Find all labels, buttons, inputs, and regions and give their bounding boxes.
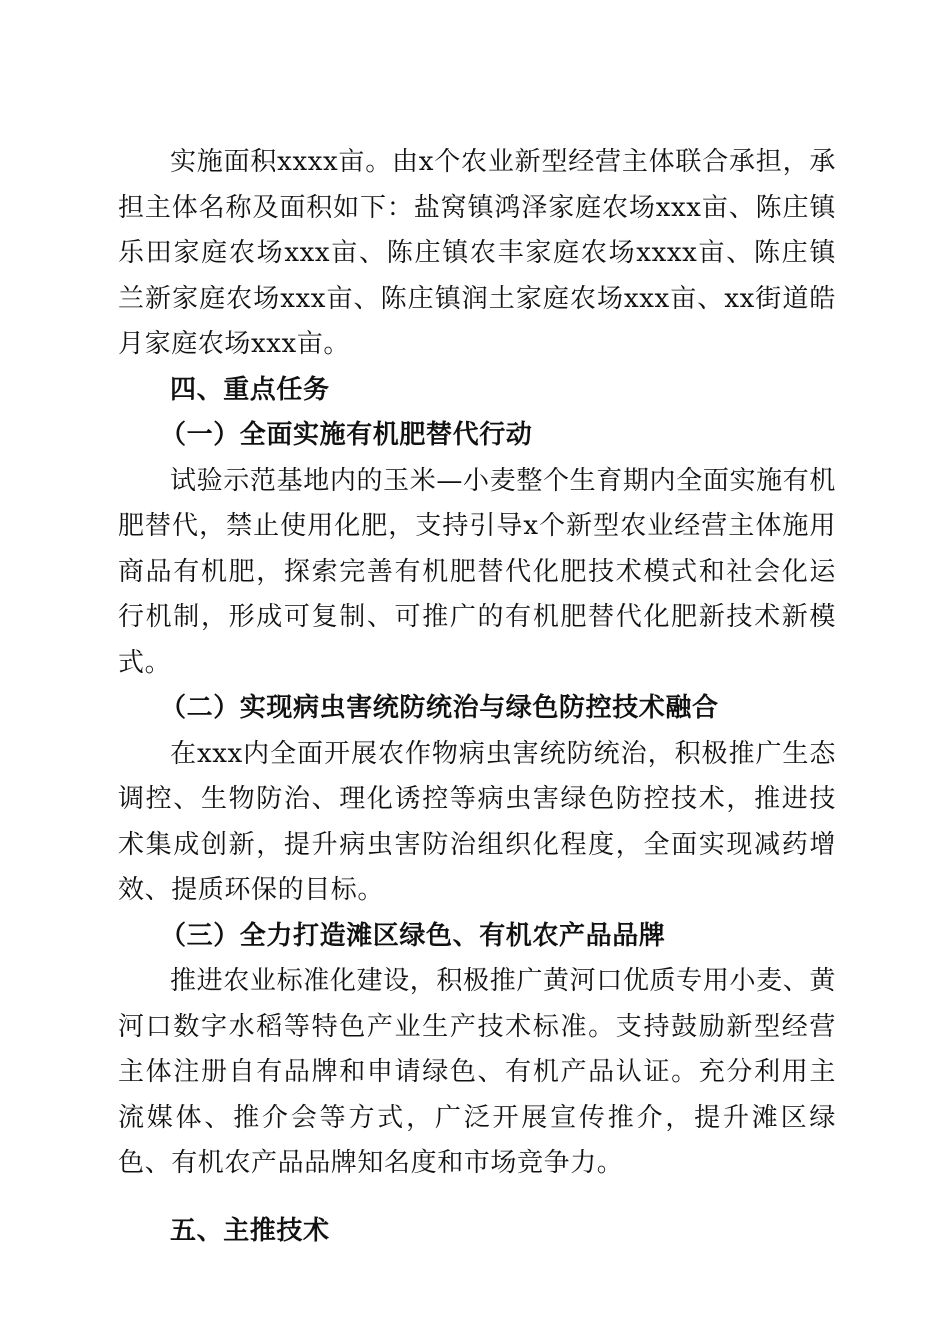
subheading-pest-control: （二）实现病虫害统防统治与绿色防控技术融合	[160, 693, 719, 723]
section-heading-key-tasks: 四、重点任务	[170, 374, 330, 405]
intro-paragraph: 实施面积xxxx亩。由x个农业新型经营主体联合承担，承担主体名称及面积如下：盐窝镇鸿泽家庭农场xxx亩、陈庄镇乐田家庭农场xxx亩、陈庄镇农丰家庭农场xxxx亩、陈庄镇兰新家庭农场xxx亩、陈庄镇润土家庭农场xxx亩、xx街道皓月家庭农场xxx亩。	[118, 147, 836, 359]
section-heading-main-technologies: 五、主推技术	[170, 1215, 330, 1246]
subheading-brand-building: （三）全力打造滩区绿色、有机农产品品牌	[160, 920, 666, 951]
paragraph-pest-control: 在xxx内全面开展农作物病虫害统防统治，积极推广生态调控、生物防治、理化诱控等病虫害绿色防控技术，推进技术集成创新，提升病虫害防治组织化程度，全面实现减药增效、提质环保的目标。	[118, 738, 836, 905]
paragraph-organic-fertilizer: 试验示范基地内的玉米—小麦整个生育期内全面实施有机肥替代，禁止使用化肥，支持引导x个新型农业经营主体施用商品有机肥，探索完善有机肥替代化肥技术模式和社会化运行机制，形成可复制、可推广的有机肥替代化肥新技术新模式。	[118, 465, 836, 678]
document-page	[118, 140, 836, 1254]
subheading-organic-fertilizer: （一）全面实施有机肥替代行动	[160, 420, 533, 450]
paragraph-brand-building: 推进农业标准化建设，积极推广黄河口优质专用小麦、黄河口数字水稻等特色产业生产技术标准。支持鼓励新型经营主体注册自有品牌和申请绿色、有机产品认证。充分利用主流媒体、推介会等方式，广泛开展宣传推介，提升滩区绿色、有机农产品品牌知名度和市场竞争力。	[118, 966, 836, 1178]
